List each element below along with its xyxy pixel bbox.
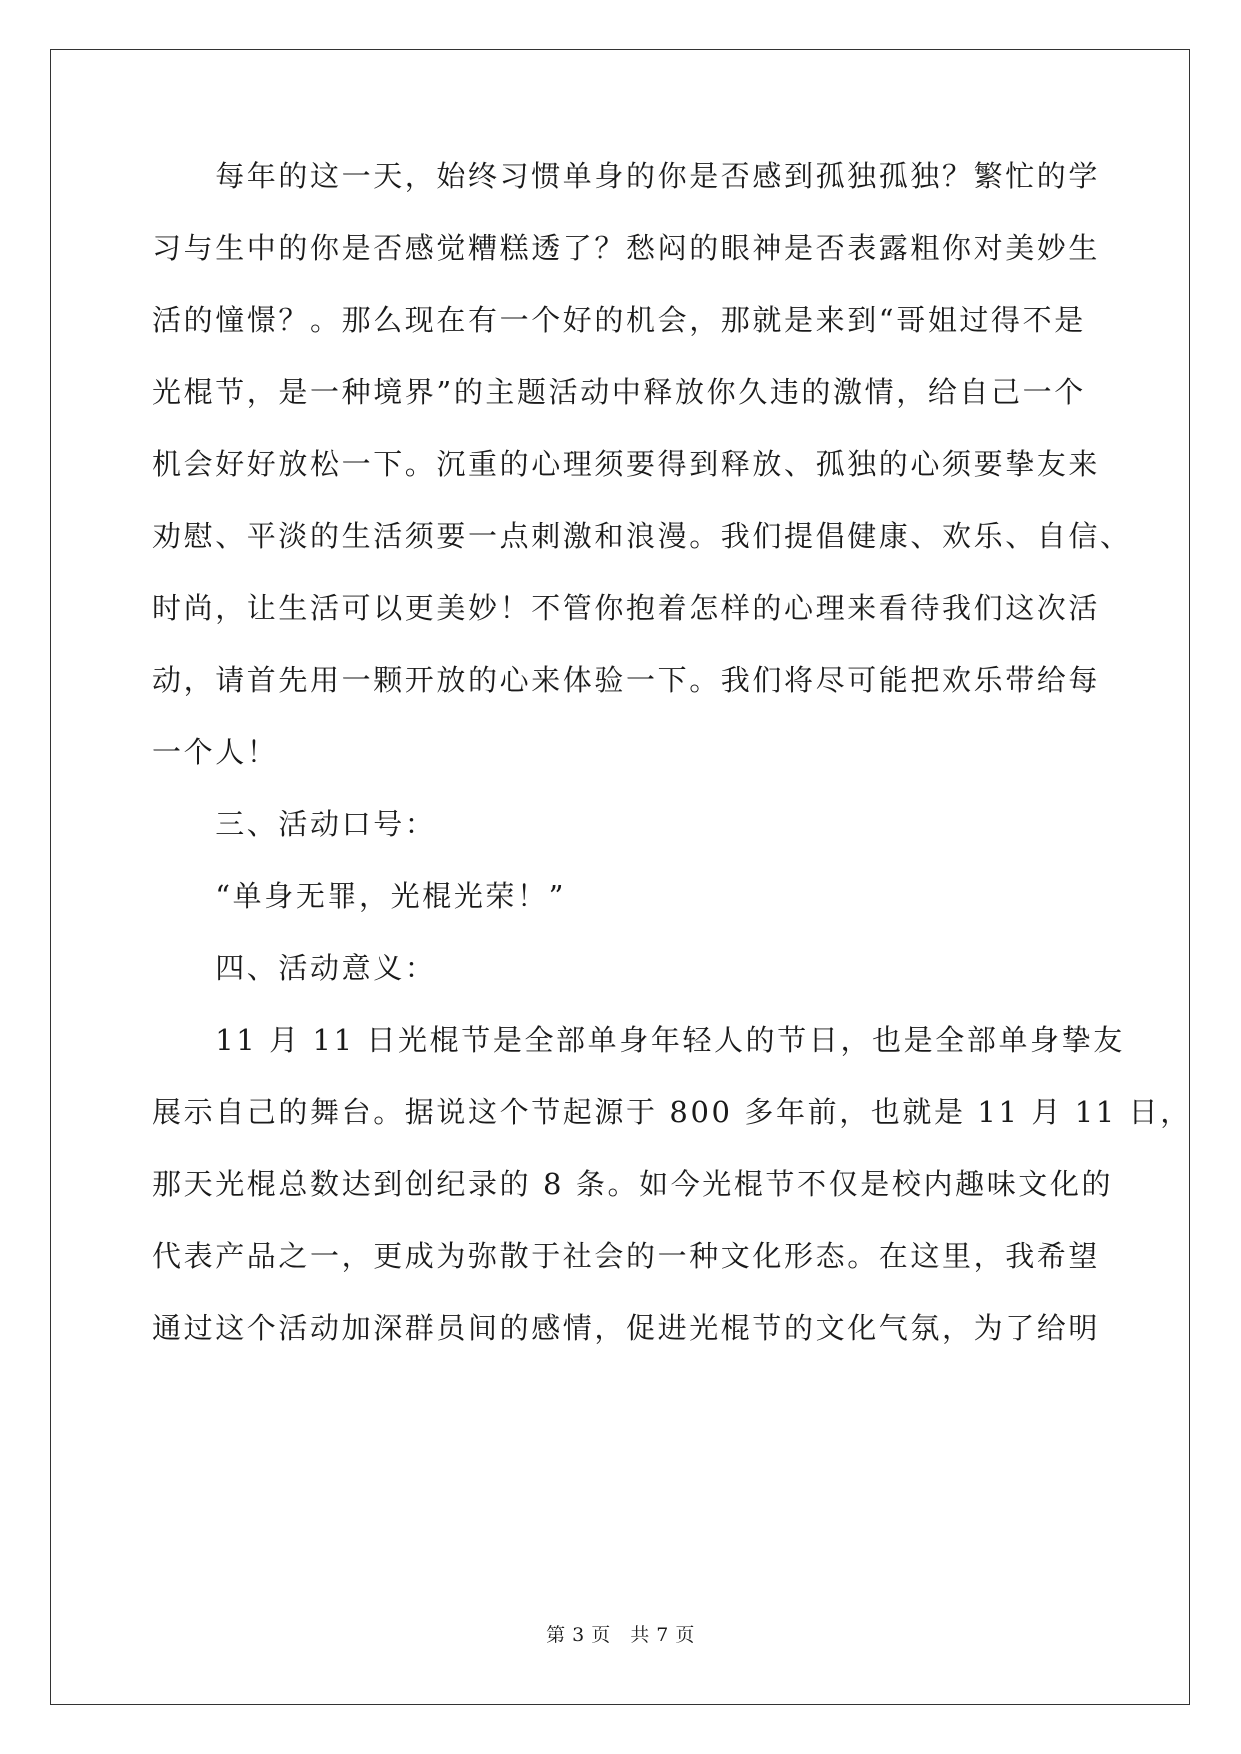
paragraph-line: 劝慰、平淡的生活须要一点刺激和浪漫。我们提倡健康、欢乐、自信、: [152, 519, 1132, 553]
paragraph-line: 代表产品之一，更成为弥散于社会的一种文化形态。在这里，我希望: [152, 1239, 1101, 1273]
paragraph-line: 那天光棍总数达到创纪录的 8 条。如今光棍节不仅是校内趣味文化的: [152, 1167, 1114, 1201]
paragraph-line: 机会好好放松一下。沉重的心理须要得到释放、孤独的心须要挚友来: [152, 447, 1101, 481]
paragraph-line: 每年的这一天，始终习惯单身的你是否感到孤独孤独？繁忙的学: [152, 159, 1101, 193]
section-heading: 四、活动意义：: [152, 951, 437, 985]
paragraph-line: 光棍节，是一种境界”的主题活动中释放你久违的激情，给自己一个: [152, 375, 1086, 409]
paragraph-line: 通过这个活动加深群员间的感情，促进光棍节的文化气氛，为了给明: [152, 1311, 1101, 1345]
paragraph-line: 11 月 11 日光棍节是全部单身年轻人的节日，也是全部单身挚友: [152, 1023, 1125, 1057]
page-number-footer: 第 3 页 共 7 页: [546, 1624, 695, 1646]
paragraph-line: 活的憧憬？。那么现在有一个好的机会，那就是来到“哥姐过得不是: [152, 303, 1086, 337]
section-heading: 三、活动口号：: [152, 807, 437, 841]
paragraph-line: 动，请首先用一颗开放的心来体验一下。我们将尽可能把欢乐带给每: [152, 663, 1101, 697]
paragraph-line: 一个人！: [152, 735, 279, 769]
slogan-line: “单身无罪，光棍光荣！”: [152, 879, 567, 913]
paragraph-line: 习与生中的你是否感觉糟糕透了？愁闷的眼神是否表露粗你对美妙生: [152, 231, 1101, 265]
paragraph-line: 展示自己的舞台。据说这个节起源于 800 多年前，也就是 11 月 11 日，: [152, 1095, 1192, 1129]
paragraph-line: 时尚，让生活可以更美妙！不管你抱着怎样的心理来看待我们这次活: [152, 591, 1101, 625]
page-border: [50, 49, 1190, 1705]
